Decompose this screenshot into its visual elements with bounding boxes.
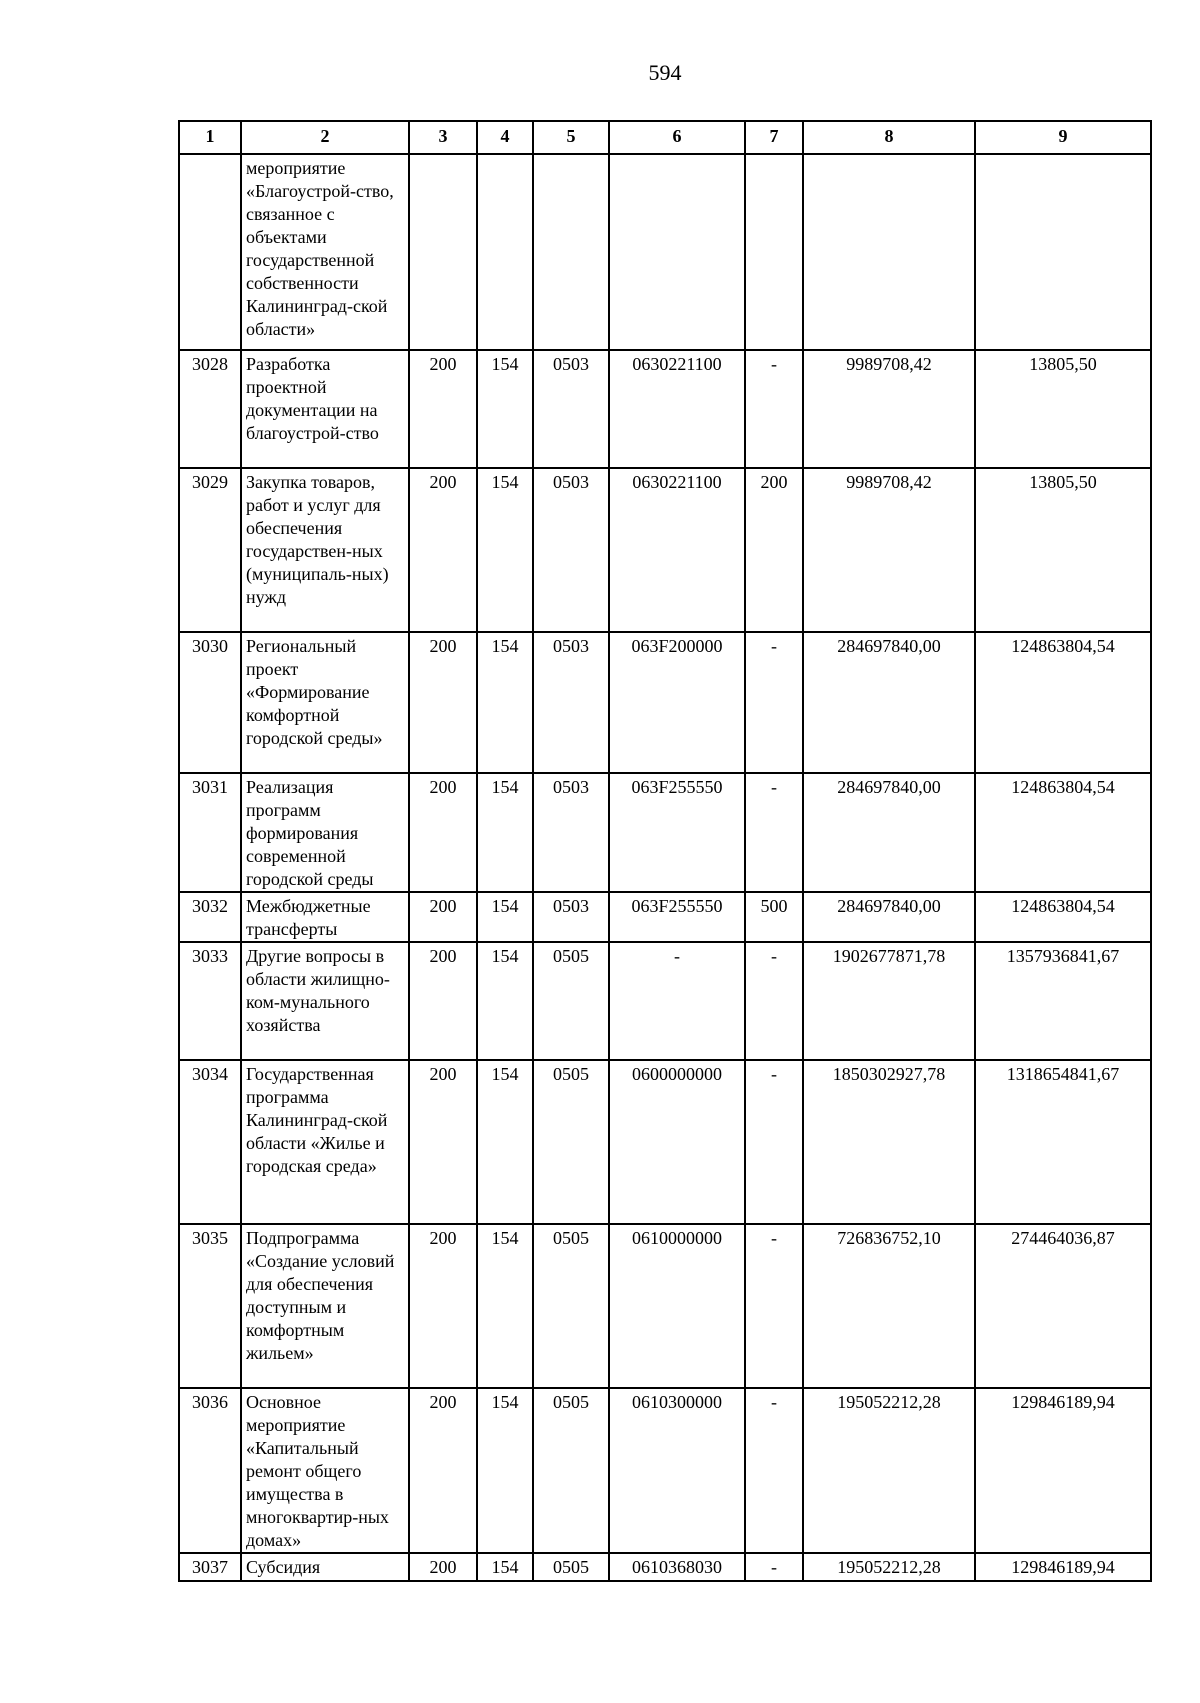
col-4-value: 154 [477,1388,533,1553]
row-name: Закупка товаров, работ и услуг для обеспечения государствен-ных (муниципаль-ных) нужд [241,468,409,632]
row-name: Субсидия [241,1553,409,1581]
col-5-value: 0503 [533,892,609,942]
row-name: Государственная программа Калининград-ской области «Жилье и городская среда» [241,1060,409,1224]
col-6-value: 063F255550 [609,773,745,892]
col-9-value: 129846189,94 [975,1388,1151,1553]
col-8-value: 9989708,42 [803,468,975,632]
col-header-3: 3 [409,121,477,154]
col-header-6: 6 [609,121,745,154]
row-number: 3031 [179,773,241,892]
col-5-value: 0505 [533,942,609,1060]
col-5-value: 0505 [533,1388,609,1553]
col-6-value: 063F255550 [609,892,745,942]
row-number [179,154,241,350]
col-6-value: 063F200000 [609,632,745,773]
header-row [179,121,1151,154]
col-header-9: 9 [975,121,1151,154]
table-row [179,892,1151,942]
col-7-value: - [745,773,803,892]
col-9-value: 1318654841,67 [975,1060,1151,1224]
col-6-value: 0610368030 [609,1553,745,1581]
table-row [179,773,1151,892]
col-4-value: 154 [477,1224,533,1388]
col-5-value: 0503 [533,773,609,892]
col-9-value: 1357936841,67 [975,942,1151,1060]
row-name: Другие вопросы в области жилищно-ком-мунального хозяйства [241,942,409,1060]
row-number: 3030 [179,632,241,773]
col-7-value: - [745,350,803,468]
col-6-value: - [609,942,745,1060]
col-3-value: 200 [409,892,477,942]
row-name: Разработка проектной документации на благоустрой-ство [241,350,409,468]
col-8-value [803,154,975,350]
row-name: Реализация программ формирования современной городской среды [241,773,409,892]
col-3-value: 200 [409,632,477,773]
col-7-value: - [745,942,803,1060]
col-6-value [609,154,745,350]
col-4-value: 154 [477,892,533,942]
col-5-value: 0503 [533,632,609,773]
col-7-value: - [745,1553,803,1581]
col-8-value: 9989708,42 [803,350,975,468]
row-number: 3028 [179,350,241,468]
col-5-value: 0503 [533,468,609,632]
col-header-1: 1 [179,121,241,154]
col-8-value: 726836752,10 [803,1224,975,1388]
table-row [179,1060,1151,1224]
page-number: 594 [648,60,682,85]
col-9-value [975,154,1151,350]
col-7-value: - [745,1060,803,1224]
row-name: Подпрограмма «Создание условий для обеспечения доступным и комфортным жильем» [241,1224,409,1388]
col-4-value [477,154,533,350]
col-3-value [409,154,477,350]
table-row [179,942,1151,1060]
col-9-value: 274464036,87 [975,1224,1151,1388]
row-number: 3035 [179,1224,241,1388]
col-8-value: 284697840,00 [803,632,975,773]
col-header-5: 5 [533,121,609,154]
col-9-value: 13805,50 [975,468,1151,632]
col-7-value: - [745,1224,803,1388]
table-row [179,1224,1151,1388]
row-number: 3029 [179,468,241,632]
col-3-value: 200 [409,1060,477,1224]
col-7-value: 500 [745,892,803,942]
row-name: Межбюджетные трансферты [241,892,409,942]
col-7-value: - [745,1388,803,1553]
col-5-value: 0505 [533,1553,609,1581]
col-4-value: 154 [477,350,533,468]
col-3-value: 200 [409,942,477,1060]
col-6-value: 0610300000 [609,1388,745,1553]
col-header-8: 8 [803,121,975,154]
col-9-value: 129846189,94 [975,1553,1151,1581]
table-row [179,1388,1151,1553]
col-9-value: 13805,50 [975,350,1151,468]
col-9-value: 124863804,54 [975,773,1151,892]
col-3-value: 200 [409,1553,477,1581]
col-8-value: 195052212,28 [803,1553,975,1581]
col-3-value: 200 [409,350,477,468]
row-number: 3036 [179,1388,241,1553]
col-3-value: 200 [409,1224,477,1388]
row-name: Региональный проект «Формирование комфортной городской среды» [241,632,409,773]
col-8-value: 1850302927,78 [803,1060,975,1224]
col-5-value: 0505 [533,1224,609,1388]
col-7-value: - [745,632,803,773]
col-6-value: 0630221100 [609,350,745,468]
col-3-value: 200 [409,773,477,892]
col-4-value: 154 [477,773,533,892]
col-header-2: 2 [241,121,409,154]
row-name: Основное мероприятие «Капитальный ремонт общего имущества в многоквартир-ных домах» [241,1388,409,1553]
col-3-value: 200 [409,1388,477,1553]
col-5-value [533,154,609,350]
col-9-value: 124863804,54 [975,892,1151,942]
col-8-value: 195052212,28 [803,1388,975,1553]
table-row [179,350,1151,468]
row-number: 3034 [179,1060,241,1224]
budget-table [178,120,1152,1582]
col-4-value: 154 [477,632,533,773]
col-6-value: 0610000000 [609,1224,745,1388]
col-7-value: 200 [745,468,803,632]
col-header-7: 7 [745,121,803,154]
col-5-value: 0505 [533,1060,609,1224]
col-6-value: 0600000000 [609,1060,745,1224]
col-4-value: 154 [477,942,533,1060]
col-3-value: 200 [409,468,477,632]
col-4-value: 154 [477,468,533,632]
col-5-value: 0503 [533,350,609,468]
col-6-value: 0630221100 [609,468,745,632]
col-header-4: 4 [477,121,533,154]
row-number: 3037 [179,1553,241,1581]
row-name: мероприятие «Благоустрой-ство, связанное с объектами государственной собственности Калининград-ской области» [241,154,409,350]
table-row [179,632,1151,773]
row-number: 3033 [179,942,241,1060]
table-row [179,468,1151,632]
col-8-value: 284697840,00 [803,773,975,892]
col-4-value: 154 [477,1060,533,1224]
col-8-value: 284697840,00 [803,892,975,942]
col-8-value: 1902677871,78 [803,942,975,1060]
col-7-value [745,154,803,350]
row-number: 3032 [179,892,241,942]
table-row [179,1553,1151,1581]
table-row [179,154,1151,350]
col-4-value: 154 [477,1553,533,1581]
col-9-value: 124863804,54 [975,632,1151,773]
